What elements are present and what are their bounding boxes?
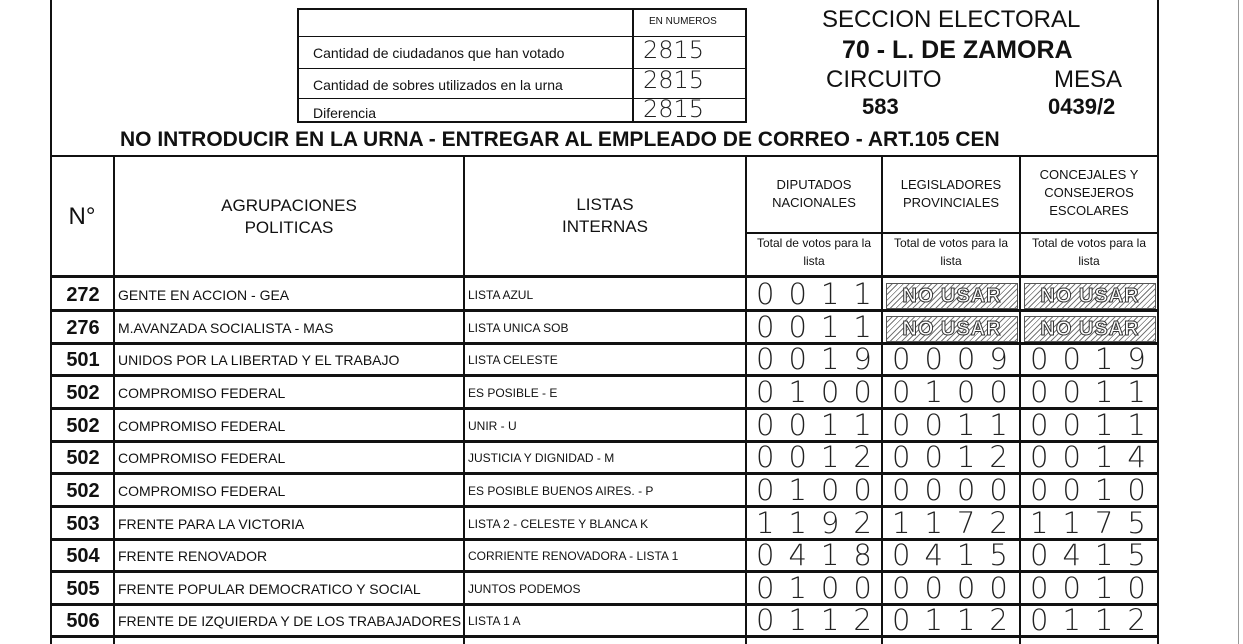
vote-leg: 0112 — [892, 603, 1022, 637]
vote-con: 0019 — [1030, 342, 1160, 376]
table-row — [0, 377, 1243, 409]
table-row — [0, 312, 1243, 344]
row-list: ES POSIBLE BUENOS AIRES. - P — [468, 484, 654, 498]
vote-dip: 0012 — [756, 440, 886, 474]
no-usar-cell — [1024, 316, 1156, 342]
row-number: 276 — [66, 317, 100, 339]
circuito-label: CIRCUITO — [826, 66, 942, 93]
summary-value: 2815 — [643, 66, 705, 94]
vote-count-summary — [297, 8, 747, 123]
vote-con: 0112 — [1030, 603, 1160, 637]
summary-row — [299, 36, 745, 64]
sub-header: Total de votos para la — [1031, 236, 1147, 250]
row-party: FRENTE RENOVADOR — [118, 548, 268, 564]
vote-leg: 0000 — [892, 571, 1022, 605]
row-list: LISTA 1 A — [468, 614, 521, 628]
section-name: 70 - L. DE ZAMORA — [842, 36, 1073, 64]
table-row — [0, 410, 1243, 442]
row-number: 504 — [66, 545, 100, 567]
sub-header: lista — [1078, 254, 1100, 268]
row-party: FRENTE DE IZQUIERDA Y DE LOS TRABAJADORES — [118, 613, 462, 629]
vote-con: 0011 — [1030, 408, 1160, 442]
sub-header: lista — [940, 254, 962, 268]
col-header-number: N° — [68, 203, 96, 230]
vote-dip: 0011 — [756, 408, 886, 442]
row-number: 502 — [66, 480, 100, 502]
row-party: FRENTE PARA LA VICTORIA — [118, 516, 305, 532]
row-list: JUSTICIA Y DIGNIDAD - M — [468, 451, 615, 465]
row-party: COMPROMISO FEDERAL — [118, 385, 286, 401]
row-list: LISTA UNICA SOB — [468, 321, 569, 335]
table-header-bottom — [50, 275, 1159, 278]
no-usar-cell — [886, 316, 1018, 342]
vote-leg: 0012 — [892, 440, 1022, 474]
vote-dip: 1192 — [756, 506, 886, 540]
summary-value: 2815 — [643, 95, 705, 123]
table-row — [0, 605, 1243, 637]
vote-dip: 0112 — [756, 603, 886, 637]
no-usar-text: NO USAR — [1040, 317, 1140, 340]
row-number: 502 — [66, 415, 100, 437]
summary-divider — [632, 10, 634, 123]
row-list: JUNTOS PODEMOS — [468, 582, 581, 596]
vote-leg: 0011 — [892, 408, 1022, 442]
row-party: FRENTE POPULAR DEMOCRATICO Y SOCIAL — [118, 581, 421, 597]
vote-dip: 0019 — [756, 342, 886, 376]
vote-dip: 0100 — [756, 473, 886, 507]
vote-con: 0014 — [1030, 440, 1160, 474]
vote-con: 0010 — [1030, 571, 1160, 605]
summary-row — [299, 66, 745, 94]
row-list: UNIR - U — [468, 419, 517, 433]
table-row — [0, 540, 1243, 572]
vote-dip: 0011 — [756, 277, 886, 311]
row-party: COMPROMISO FEDERAL — [118, 483, 286, 499]
col-header-concejales-2: CONSEJEROS — [1044, 185, 1134, 200]
vote-leg: 1172 — [892, 506, 1022, 540]
summary-value: 2815 — [643, 36, 705, 64]
table-row — [0, 573, 1243, 605]
row-number: 505 — [66, 578, 100, 600]
col-header-legisladores-1: LEGISLADORES — [900, 177, 1002, 192]
vote-dip: 0011 — [756, 310, 886, 344]
col-header-diputados-1: DIPUTADOS — [776, 177, 852, 192]
subheader-line — [745, 232, 1159, 234]
vote-con: 0010 — [1030, 473, 1160, 507]
row-party: UNIDOS POR LA LIBERTAD Y EL TRABAJO — [118, 352, 400, 368]
vote-dip: 0418 — [756, 538, 886, 572]
sub-header: Total de votos para la — [756, 236, 872, 250]
row-number: 502 — [66, 382, 100, 404]
row-number: 501 — [66, 349, 100, 371]
summary-header: EN NUMEROS — [649, 16, 717, 27]
col-header-diputados-2: NACIONALES — [772, 195, 856, 210]
table-row — [0, 344, 1243, 376]
no-usar-text: NO USAR — [902, 317, 1002, 340]
row-number: 272 — [66, 284, 100, 306]
row-list: ES POSIBLE - E — [468, 386, 558, 400]
mesa-value: 0439/2 — [1048, 94, 1116, 119]
row-list: LISTA CELESTE — [468, 353, 558, 367]
col-header-list-1: LISTAS — [576, 195, 634, 214]
summary-label: Diferencia — [313, 105, 377, 121]
circuito-value: 583 — [862, 94, 899, 119]
vote-leg: 0415 — [892, 538, 1022, 572]
col-header-concejales-1: CONCEJALES Y — [1039, 167, 1139, 182]
row-number: 502 — [66, 447, 100, 469]
row-party: COMPROMISO FEDERAL — [118, 450, 286, 466]
row-number: 503 — [66, 513, 100, 535]
mesa-label: MESA — [1054, 66, 1123, 93]
sub-header: lista — [803, 254, 825, 268]
no-usar-cell — [886, 283, 1018, 309]
no-usar-text: NO USAR — [1040, 284, 1140, 307]
row-list: LISTA AZUL — [468, 288, 534, 302]
row-list: CORRIENTE RENOVADORA - LISTA 1 — [468, 549, 679, 563]
col-header-party-2: POLITICAS — [244, 218, 334, 237]
table-row — [0, 442, 1243, 474]
no-usar-cell — [1024, 283, 1156, 309]
col-header-legisladores-2: PROVINCIALES — [902, 195, 1000, 210]
table-top-line — [50, 155, 1159, 157]
summary-label: Cantidad de ciudadanos que han votado — [313, 45, 565, 61]
vote-dip: 0100 — [756, 375, 886, 409]
row-party: GENTE EN ACCION - GEA — [118, 287, 290, 303]
vote-leg: 0100 — [892, 375, 1022, 409]
sub-header: Total de votos para la — [893, 236, 1009, 250]
section-header — [760, 6, 1150, 124]
vote-con: 0415 — [1030, 538, 1160, 572]
vote-con: 0011 — [1030, 375, 1160, 409]
col-header-concejales-3: ESCOLARES — [1049, 203, 1129, 218]
col-header-list-2: INTERNAS — [562, 217, 648, 236]
col-header-party-1: AGRUPACIONES — [221, 196, 357, 215]
summary-label: Cantidad de sobres utilizados en la urna — [313, 77, 563, 93]
notice-banner: NO INTRODUCIR EN LA URNA - ENTREGAR AL EMPLEADO DE CORREO - ART.105 CEN — [120, 128, 1000, 151]
section-title: SECCION ELECTORAL — [822, 6, 1081, 33]
row-party: M.AVANZADA SOCIALISTA - MAS — [118, 320, 334, 336]
vote-con: 1175 — [1030, 506, 1160, 540]
row-list: LISTA 2 - CELESTE Y BLANCA K — [468, 517, 649, 531]
table-row — [0, 475, 1243, 507]
row-party: COMPROMISO FEDERAL — [118, 418, 286, 434]
summary-row — [299, 95, 745, 123]
vote-dip: 0100 — [756, 571, 886, 605]
row-number: 506 — [66, 610, 100, 632]
vote-leg: 0009 — [892, 342, 1022, 376]
table-row — [0, 508, 1243, 540]
vote-leg: 0000 — [892, 473, 1022, 507]
table-row — [0, 279, 1243, 311]
no-usar-text: NO USAR — [902, 284, 1002, 307]
